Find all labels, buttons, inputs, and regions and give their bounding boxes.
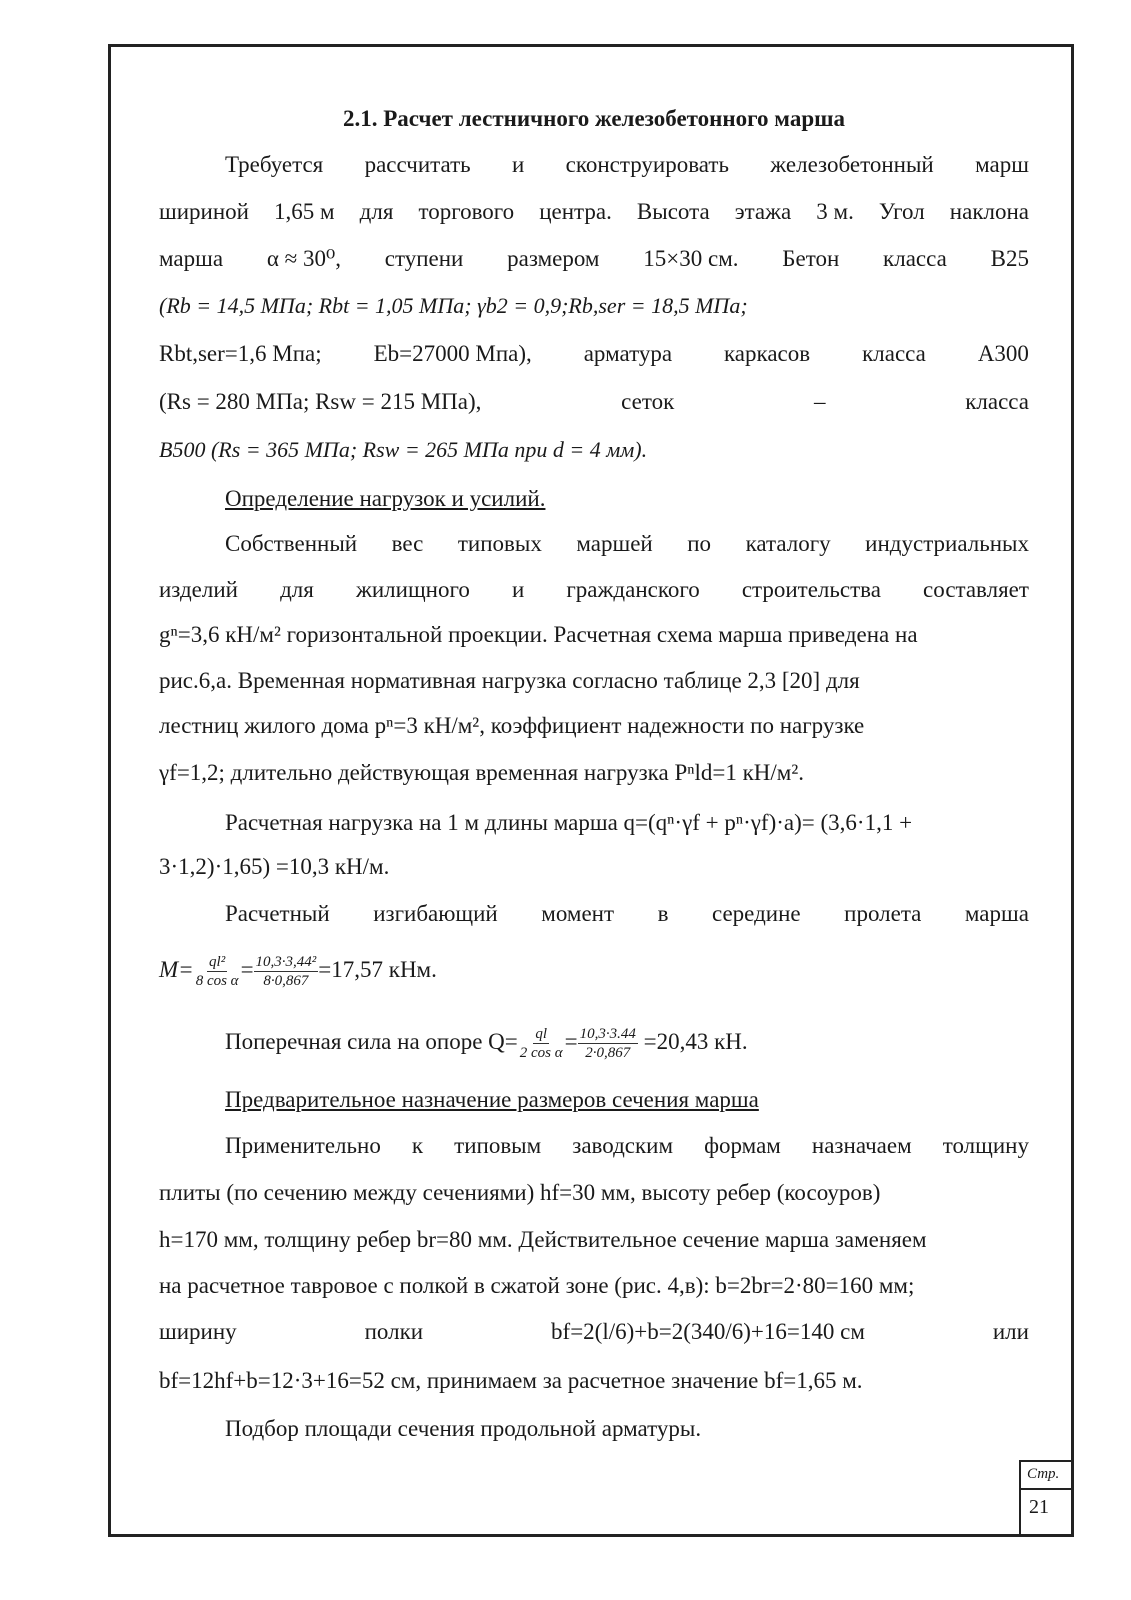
word: этажа <box>734 199 792 224</box>
moment-fraction-symbolic: $\frac{\text{ql²}}{\text{8 cos α}}$ <box>195 954 239 990</box>
formula-line: (Rb = 14,5 МПа; Rbt = 1,05 МПа; γb2 = 0,9;Rb,ser = 18,5 МПа; <box>159 293 748 318</box>
paragraph-line <box>225 529 1029 559</box>
word: Собственный <box>225 531 358 556</box>
word: каркасов <box>723 341 811 366</box>
paragraph-line: лестниц жилого дома pⁿ=3 кН/м², коэффициент надежности по нагрузке <box>159 713 865 738</box>
word: к <box>411 1133 424 1158</box>
paragraph-line <box>159 387 1029 417</box>
word: арматура <box>583 341 673 366</box>
word: Rbt,ser=1,6 Мпа; <box>159 341 322 366</box>
page-number: 21 <box>1029 1496 1049 1518</box>
word: ширину <box>159 1319 237 1344</box>
word: (Rs = 280 МПа; Rsw = 215 МПа), <box>159 389 482 414</box>
moment-lhs: M= <box>159 957 194 982</box>
shear-lhs: Поперечная сила на опоре Q= <box>225 1029 518 1054</box>
word: пролета <box>844 901 922 926</box>
word: и <box>511 152 525 177</box>
word: торгового <box>418 199 515 224</box>
word: изделий <box>159 577 238 602</box>
subheading-rebar: Подбор площади сечения продольной арматуры. <box>225 1416 702 1441</box>
subheading-loads: Определение нагрузок и усилий. <box>225 486 546 511</box>
word: типовых <box>457 531 542 556</box>
word: сеток <box>621 389 675 414</box>
formula-line: B500 (Rs = 365 МПа; Rsw = 265 МПа при d = 4 мм). <box>159 437 648 462</box>
word: в <box>657 901 669 926</box>
word: Высота <box>636 199 710 224</box>
word: 3 м. <box>816 199 854 224</box>
word: железобетонный <box>770 152 934 177</box>
word: гражданского <box>566 577 700 602</box>
paragraph-line <box>159 1317 1029 1347</box>
word: назначаем <box>811 1133 912 1158</box>
word: α ≈ 30⁰, <box>266 246 341 271</box>
word: – <box>813 389 826 414</box>
word: маршей <box>576 531 653 556</box>
word: класса <box>862 341 926 366</box>
word: B25 <box>990 246 1029 271</box>
word: Eb=27000 Мпа), <box>373 341 532 366</box>
word: формам <box>704 1133 781 1158</box>
word: и <box>511 577 525 602</box>
moment-result: =17,57 кНм. <box>318 957 437 982</box>
word: изгибающий <box>373 901 498 926</box>
word: наклона <box>949 199 1029 224</box>
moment-formula: M= $\frac{\text{ql²}}{\text{8 cos α}}$ = $\frac{\text{10,3·3,44²}}{8\cdot 0,867}$ =17,57 кНм. <box>159 954 437 990</box>
word: момент <box>541 901 615 926</box>
word: марша <box>159 246 224 271</box>
word: типовым <box>454 1133 542 1158</box>
word: толщину <box>942 1133 1029 1158</box>
word: Угол <box>878 199 925 224</box>
word: марша <box>964 901 1029 926</box>
paragraph-line <box>159 244 1029 274</box>
word: Применительно <box>225 1133 381 1158</box>
word: ступени <box>384 246 464 271</box>
subheading-section: Предварительное назначение размеров сечения марша <box>225 1087 759 1112</box>
word: шириной <box>159 199 249 224</box>
word: сконструировать <box>565 152 729 177</box>
word: A300 <box>977 341 1029 366</box>
shear-fraction-symbolic: $\frac{ql}{\text{2 cos α}}$ <box>519 1026 563 1062</box>
shear-result: =20,43 кН. <box>643 1029 748 1054</box>
paragraph-line <box>159 197 1029 227</box>
word: жилищного <box>355 577 470 602</box>
word: полки <box>364 1319 424 1344</box>
word: индустриальных <box>865 531 1029 556</box>
word: bf=2(l/6)+b=2(340/6)+16=140 см <box>551 1319 865 1344</box>
paragraph-line <box>225 899 1029 929</box>
paragraph-line: h=170 мм, толщину ребер br=80 мм. Действительное сечение марша заменяем <box>159 1227 927 1252</box>
paragraph-line: γf=1,2; длительно действующая временная нагрузка Pⁿld=1 кН/м². <box>159 760 804 785</box>
paragraph-line: плиты (по сечению между сечениями) hf=30 мм, высоту ребер (косоуров) <box>159 1180 881 1205</box>
word: марш <box>975 152 1029 177</box>
page-stamp <box>1019 1460 1074 1537</box>
paragraph-line: рис.6,а. Временная нормативная нагрузка согласно таблице 2,3 [20] для <box>159 668 860 693</box>
shear-formula: Поперечная сила на опоре Q= $\frac{ql}{\text{2 cos α}}$ = $\frac{10,3\cdot 3.44}{2\cdot 0,867}$ =20,43 кН. <box>225 1026 748 1062</box>
word: 15×30 см. <box>643 246 739 271</box>
word: для <box>280 577 314 602</box>
word: размером <box>507 246 600 271</box>
word: вес <box>391 531 424 556</box>
paragraph-line <box>159 575 1029 605</box>
paragraph-line: Расчетная нагрузка на 1 м длины марша q=(qⁿ·γf + pⁿ·γf)·a)= (3,6·1,1 + <box>225 810 913 835</box>
word: для <box>359 199 394 224</box>
paragraph-line: 3·1,2)·1,65) =10,3 кН/м. <box>159 854 390 879</box>
word: каталогу <box>745 531 831 556</box>
word: центра. <box>539 199 612 224</box>
stamp-divider <box>1021 1488 1074 1490</box>
word: Расчетный <box>225 901 330 926</box>
paragraph-line <box>159 339 1029 369</box>
word: по <box>687 531 712 556</box>
page-label: Стр. <box>1027 1466 1060 1482</box>
paragraph-line <box>225 1131 1029 1161</box>
word: середине <box>711 901 801 926</box>
word: Требуется <box>225 152 324 177</box>
word: класса <box>883 246 947 271</box>
word: заводским <box>572 1133 674 1158</box>
word: 1,65 м <box>274 199 335 224</box>
paragraph-line <box>225 150 1029 180</box>
shear-fraction-numeric: $\frac{10,3\cdot 3.44}{2\cdot 0,867}$ <box>579 1026 636 1062</box>
word: класса <box>965 389 1029 414</box>
moment-fraction-numeric: $\frac{\text{10,3·3,44²}}{8\cdot 0,867}$ <box>255 954 317 990</box>
paragraph-line: на расчетное тавровое с полкой в сжатой зоне (рис. 4,в): b=2br=2·80=160 мм; <box>159 1273 915 1298</box>
word: или <box>992 1319 1029 1344</box>
paragraph-line: gⁿ=3,6 кН/м² горизонтальной проекции. Расчетная схема марша приведена на <box>159 622 918 647</box>
word: строительства <box>741 577 881 602</box>
paragraph-line: bf=12hf+b=12·3+16=52 см, принимаем за расчетное значение bf=1,65 м. <box>159 1368 863 1393</box>
word: Бетон <box>782 246 840 271</box>
word: рассчитать <box>364 152 471 177</box>
word: составляет <box>923 577 1029 602</box>
section-title: 2.1. Расчет лестничного железобетонного марша <box>342 106 846 131</box>
